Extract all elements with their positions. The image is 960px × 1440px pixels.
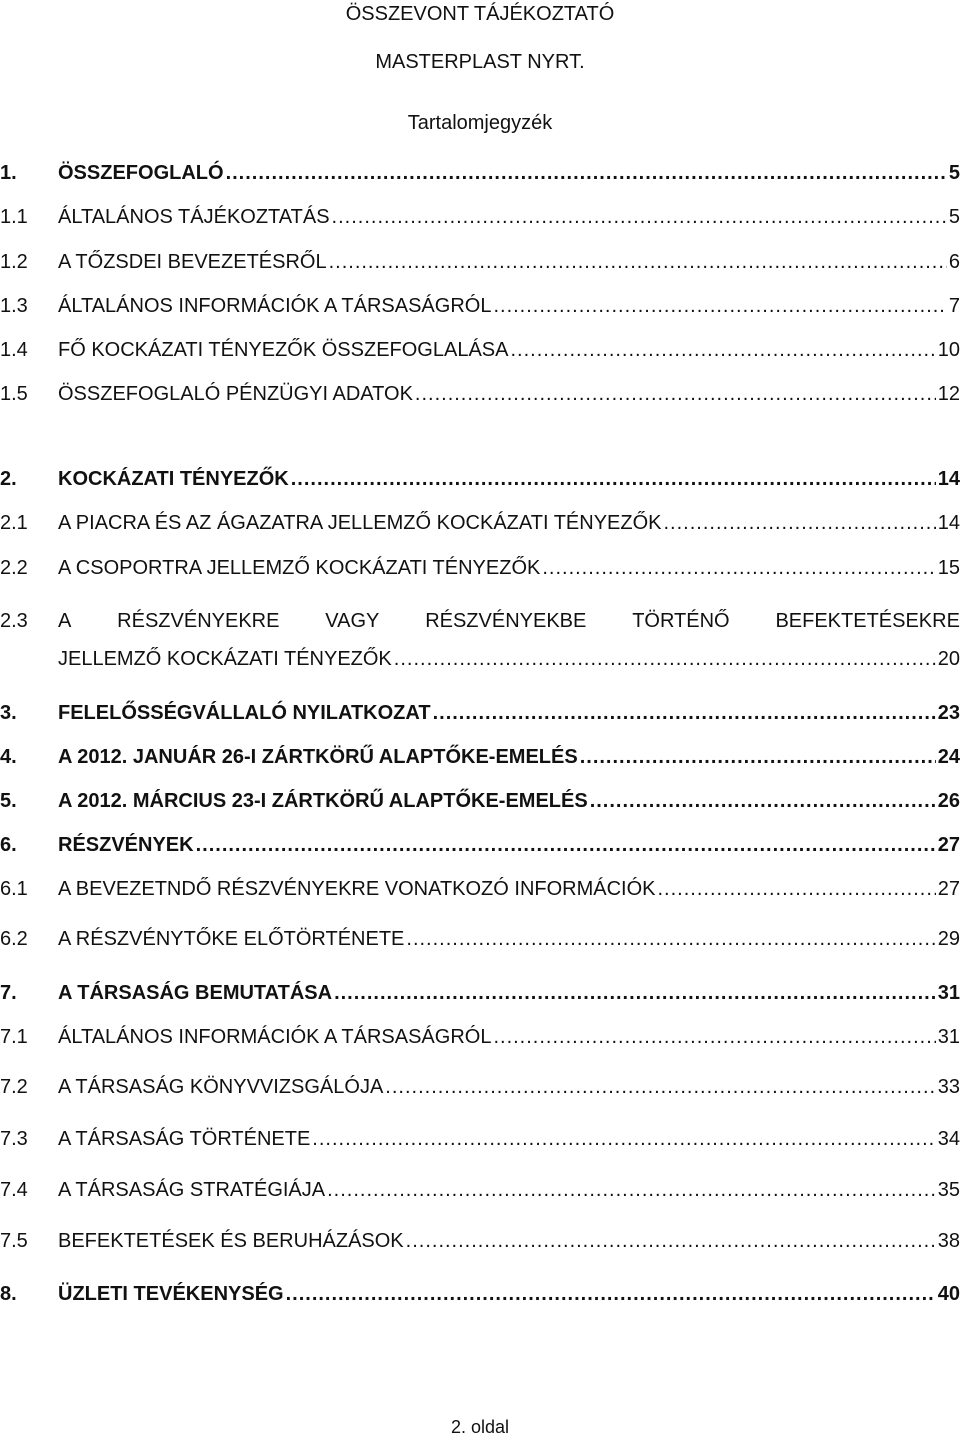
toc-dot-leader: [493, 1022, 935, 1052]
toc-entry-title: A PIACRA ÉS AZ ÁGAZATRA JELLEMZŐ KOCKÁZATI TÉNYEZŐK: [58, 512, 662, 534]
toc-entry-page: 7: [948, 295, 960, 317]
toc-entry-number: 1.1: [0, 206, 28, 228]
document-title: ÖSSZEVONT TÁJÉKOZTATÓ: [345, 3, 615, 25]
toc-entry-number: 1.3: [0, 295, 28, 317]
toc-entry[interactable]: [0, 1279, 960, 1309]
toc-entry-number: 6.1: [0, 878, 28, 900]
toc-entry-number: 8.: [0, 1283, 17, 1305]
toc-entry-page: 24: [937, 746, 960, 768]
toc-entry-page: 33: [937, 1076, 960, 1098]
toc-entry[interactable]: [0, 1022, 960, 1052]
toc-entry-page: 12: [937, 383, 960, 405]
toc-entry-number: 1.5: [0, 383, 28, 405]
toc-entry-title-line1: [58, 606, 960, 636]
toc-entry[interactable]: [0, 464, 960, 494]
toc-dot-leader: [664, 508, 936, 538]
toc-entry[interactable]: [0, 1124, 960, 1154]
toc-entry[interactable]: [0, 786, 960, 816]
toc-entry-page: 6: [948, 251, 960, 273]
toc-entry-title: ÖSSZEFOGLALÓ PÉNZÜGYI ADATOK: [58, 383, 413, 405]
toc-entry[interactable]: [0, 1072, 960, 1102]
toc-entry-number: 7.2: [0, 1076, 28, 1098]
toc-entry-number: 7.3: [0, 1128, 28, 1150]
toc-dot-leader: [385, 1072, 935, 1102]
page-number: 2. oldal: [450, 1417, 510, 1437]
toc-dot-leader: [493, 291, 946, 321]
toc-dot-leader: [196, 830, 936, 860]
toc-dot-leader: [334, 978, 936, 1008]
toc-entry-page: 5: [948, 206, 960, 228]
toc-entry-title: A TÁRSASÁG STRATÉGIÁJA: [58, 1179, 326, 1201]
toc-entry-page: 31: [937, 982, 960, 1004]
toc-entry[interactable]: [0, 1175, 960, 1205]
toc-entry-title: BEFEKTETÉSEK ÉS BERUHÁZÁSOK: [58, 1230, 404, 1252]
toc-entry-page: 5: [948, 162, 960, 184]
toc-entry-title: A 2012. MÁRCIUS 23-I ZÁRTKÖRŰ ALAPTŐKE-EMELÉS: [58, 790, 588, 812]
toc-dot-leader: [658, 874, 936, 904]
toc-entry[interactable]: [0, 1226, 960, 1256]
toc-entry-title: A TŐZSDEI BEVEZETÉSRŐL: [58, 251, 327, 273]
toc-entry[interactable]: [0, 158, 960, 188]
toc-entry-number: 1.: [0, 162, 17, 184]
toc-entry[interactable]: [0, 606, 960, 676]
toc-dot-leader: [433, 698, 936, 728]
toc-entry-title: KOCKÁZATI TÉNYEZŐK: [58, 468, 289, 490]
toc-entry-title-line2: [58, 644, 960, 674]
toc-entry[interactable]: [0, 830, 960, 860]
toc-entry-title: A TÁRSASÁG KÖNYVVIZSGÁLÓJA: [58, 1076, 384, 1098]
toc-entry-number: 7.4: [0, 1179, 28, 1201]
toc-dot-leader: [329, 247, 947, 277]
toc-dot-leader: [415, 379, 936, 409]
toc-entry[interactable]: [0, 379, 960, 409]
toc-entry-title-word: A: [58, 610, 72, 632]
toc-dot-leader: [394, 644, 936, 674]
toc-entry-number: 2.3: [0, 610, 28, 632]
toc-dot-leader: [406, 1226, 936, 1256]
toc-entry-title: ÁLTALÁNOS INFORMÁCIÓK A TÁRSASÁGRÓL: [58, 1026, 492, 1048]
toc-dot-leader: [226, 158, 947, 188]
toc-entry-title: FELELŐSSÉGVÁLLALÓ NYILATKOZAT: [58, 702, 431, 724]
toc-entry[interactable]: [0, 247, 960, 277]
toc-entry-number: 2.: [0, 468, 17, 490]
toc-dot-leader: [590, 786, 936, 816]
toc-entry-number: 1.4: [0, 339, 28, 361]
toc-entry[interactable]: [0, 698, 960, 728]
toc-heading: Tartalomjegyzék: [407, 112, 553, 134]
toc-entry-page: 26: [937, 790, 960, 812]
toc-entry-page: 27: [937, 878, 960, 900]
toc-entry[interactable]: [0, 291, 960, 321]
toc-entry-number: 6.: [0, 834, 17, 856]
toc-entry-title: A TÁRSASÁG BEMUTATÁSA: [58, 982, 333, 1004]
toc-entry-number: 7.5: [0, 1230, 28, 1252]
toc-entry-number: 2.1: [0, 512, 28, 534]
toc-dot-leader: [327, 1175, 936, 1205]
toc-entry-title: A BEVEZETNDŐ RÉSZVÉNYEKRE VONATKOZÓ INFORMÁCIÓK: [58, 878, 656, 900]
toc-entry-number: 4.: [0, 746, 17, 768]
toc-entry-title: A RÉSZVÉNYTŐKE ELŐTÖRTÉNETE: [58, 928, 405, 950]
toc-entry[interactable]: [0, 978, 960, 1008]
toc-entry[interactable]: [0, 335, 960, 365]
toc-entry-title-word: TÖRTÉNŐ: [632, 610, 730, 632]
toc-entry-page: 29: [937, 928, 960, 950]
toc-entry-page: 35: [937, 1179, 960, 1201]
toc-entry-page: 27: [937, 834, 960, 856]
toc-dot-leader: [580, 742, 936, 772]
toc-entry-page: 38: [937, 1230, 960, 1252]
toc-entry-title: A TÁRSASÁG TÖRTÉNETE: [58, 1128, 311, 1150]
toc-entry-number: 6.2: [0, 928, 28, 950]
toc-dot-leader: [510, 335, 935, 365]
toc-entry-title: A 2012. JANUÁR 26-I ZÁRTKÖRŰ ALAPTŐKE-EMELÉS: [58, 746, 578, 768]
toc-dot-leader: [312, 1124, 935, 1154]
toc-entry-page: 40: [937, 1283, 960, 1305]
toc-entry-title: FŐ KOCKÁZATI TÉNYEZŐK ÖSSZEFOGLALÁSA: [58, 339, 509, 361]
toc-entry[interactable]: [0, 924, 960, 954]
toc-entry-page: 20: [937, 648, 960, 670]
toc-entry-page: 15: [937, 557, 960, 579]
toc-entry-number: 2.2: [0, 557, 28, 579]
toc-dot-leader: [291, 464, 936, 494]
company-name: MASTERPLAST NYRT.: [375, 51, 585, 73]
toc-entry-page: 14: [937, 468, 960, 490]
toc-entry-number: 1.2: [0, 251, 28, 273]
toc-entry-page: 14: [937, 512, 960, 534]
toc-entry[interactable]: [0, 508, 960, 538]
toc-entry-title: ÜZLETI TEVÉKENYSÉG: [58, 1283, 284, 1305]
toc-entry-title: ÁLTALÁNOS TÁJÉKOZTATÁS: [58, 206, 330, 228]
toc-entry-page: 23: [937, 702, 960, 724]
toc-entry-title-word: BEFEKTETÉSEKRE: [775, 610, 960, 632]
toc-dot-leader: [542, 553, 935, 583]
toc-entry-title: JELLEMZŐ KOCKÁZATI TÉNYEZŐK: [58, 648, 392, 670]
toc-entry-page: 34: [937, 1128, 960, 1150]
toc-entry-title: ÁLTALÁNOS INFORMÁCIÓK A TÁRSASÁGRÓL: [58, 295, 492, 317]
toc-entry-title-word: VAGY: [325, 610, 380, 632]
toc-entry-number: 7.: [0, 982, 17, 1004]
toc-entry-number: 7.1: [0, 1026, 28, 1048]
toc-entry-number: 3.: [0, 702, 17, 724]
toc-dot-leader: [332, 202, 947, 232]
toc-entry[interactable]: [0, 742, 960, 772]
toc-entry-title-word: RÉSZVÉNYEKBE: [425, 610, 587, 632]
toc-entry-title-word: RÉSZVÉNYEKRE: [117, 610, 280, 632]
toc-entry-number: 5.: [0, 790, 17, 812]
toc-entry[interactable]: [0, 202, 960, 232]
toc-entry-title: A CSOPORTRA JELLEMZŐ KOCKÁZATI TÉNYEZŐK: [58, 557, 541, 579]
toc-dot-leader: [406, 924, 935, 954]
toc-entry[interactable]: [0, 874, 960, 904]
toc-entry-page: 10: [937, 339, 960, 361]
toc-entry-title: RÉSZVÉNYEK: [58, 834, 194, 856]
toc-dot-leader: [286, 1279, 936, 1309]
toc-entry[interactable]: [0, 553, 960, 583]
toc-entry-page: 31: [937, 1026, 960, 1048]
toc-entry-title: ÖSSZEFOGLALÓ: [58, 162, 224, 184]
